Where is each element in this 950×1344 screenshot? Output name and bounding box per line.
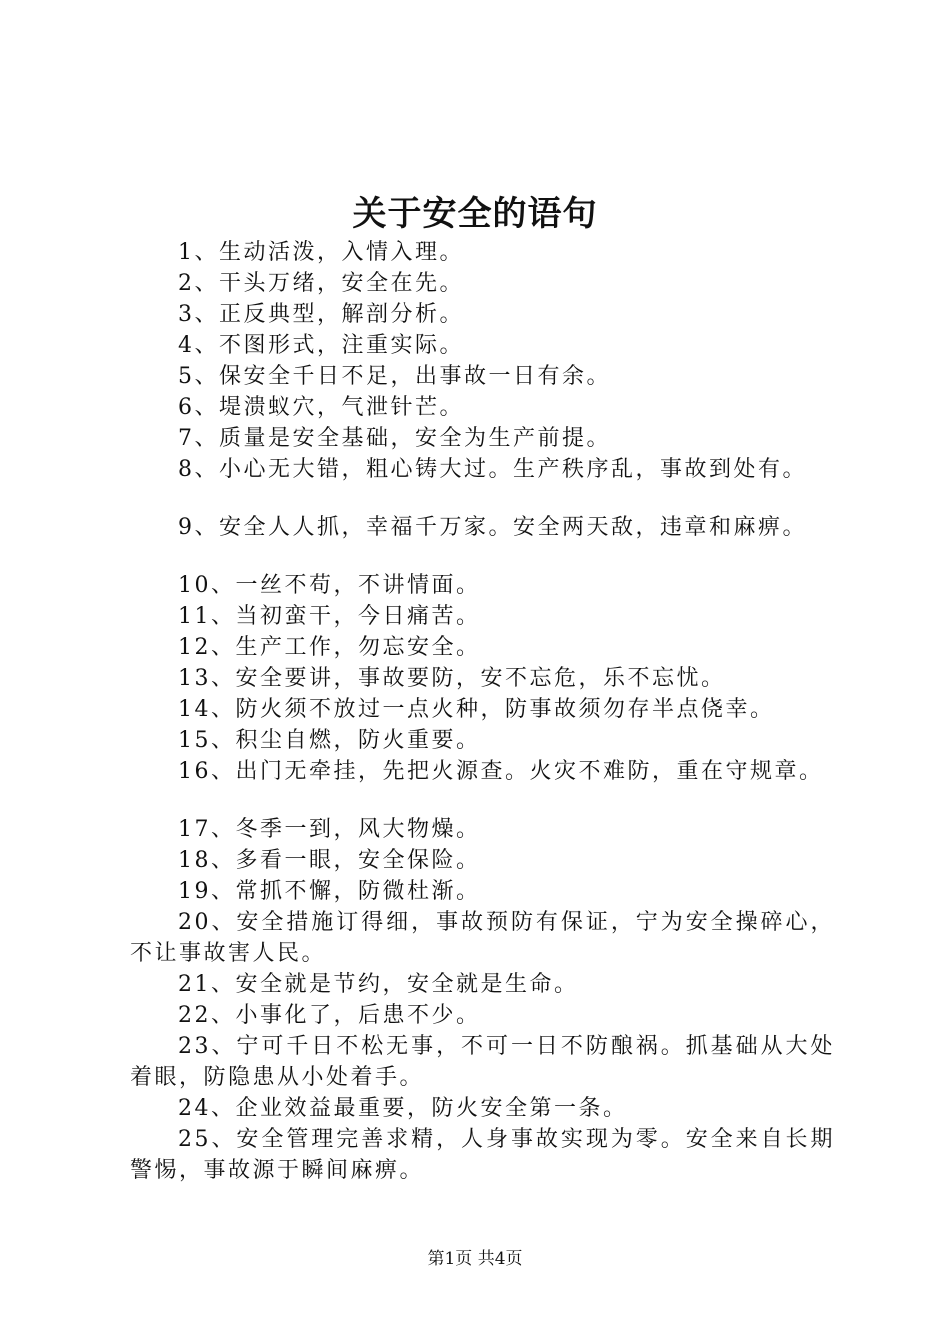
list-item: 7、质量是安全基础，安全为生产前提。 [178, 426, 611, 451]
list-item: 20、安全措施订得细，事故预防有保证，宁为安全操碎心，不让事故害人民。 [130, 910, 835, 966]
list-item: 2、干头万绪，安全在先。 [178, 271, 464, 296]
list-item: 23、宁可千日不松无事，不可一日不防酿祸。抓基础从大处着眼，防隐患从小处着手。 [130, 1034, 835, 1090]
list-item: 9、安全人人抓，幸福千万家。安全两天敌，违章和麻痹。 [178, 515, 807, 540]
list-item: 19、常抓不懈，防微杜渐。 [178, 879, 481, 904]
page-number-footer: 第1页 共4页 [427, 1249, 523, 1269]
list-item: 14、防火须不放过一点火种，防事故须勿存半点侥幸。 [178, 697, 775, 722]
list-item: 22、小事化了，后患不少。 [178, 1003, 481, 1028]
list-item: 21、安全就是节约，安全就是生命。 [178, 972, 579, 997]
list-item: 13、安全要讲，事故要防，安不忘危，乐不忘忧。 [178, 666, 726, 691]
list-item: 25、安全管理完善求精，人身事故实现为零。安全来自长期警惕，事故源于瞬间麻痹。 [130, 1127, 835, 1183]
list-item: 3、正反典型，解剖分析。 [178, 302, 464, 327]
list-item: 11、当初蛮干，今日痛苦。 [178, 604, 481, 629]
list-item: 12、生产工作，勿忘安全。 [178, 635, 481, 660]
list-item: 10、一丝不苟，不讲情面。 [178, 573, 481, 598]
page-title: 关于安全的语句 [352, 194, 598, 234]
list-item: 16、出门无牵挂，先把火源查。火灾不难防，重在守规章。 [178, 759, 824, 784]
list-item: 4、不图形式，注重实际。 [178, 333, 464, 358]
slogan-list [130, 237, 870, 1186]
list-item: 15、积尘自燃，防火重要。 [178, 728, 481, 753]
list-item: 17、冬季一到，风大物燥。 [178, 817, 481, 842]
list-item: 6、堤溃蚁穴，气泄针芒。 [178, 395, 464, 420]
list-item: 24、企业效益最重要，防火安全第一条。 [178, 1096, 628, 1121]
list-item: 1、生动活泼，入情入理。 [178, 240, 464, 265]
list-item: 5、保安全千日不足，出事故一日有余。 [178, 364, 611, 389]
list-item: 8、小心无大错，粗心铸大过。生产秩序乱，事故到处有。 [178, 457, 807, 482]
list-item: 18、多看一眼，安全保险。 [178, 848, 481, 873]
